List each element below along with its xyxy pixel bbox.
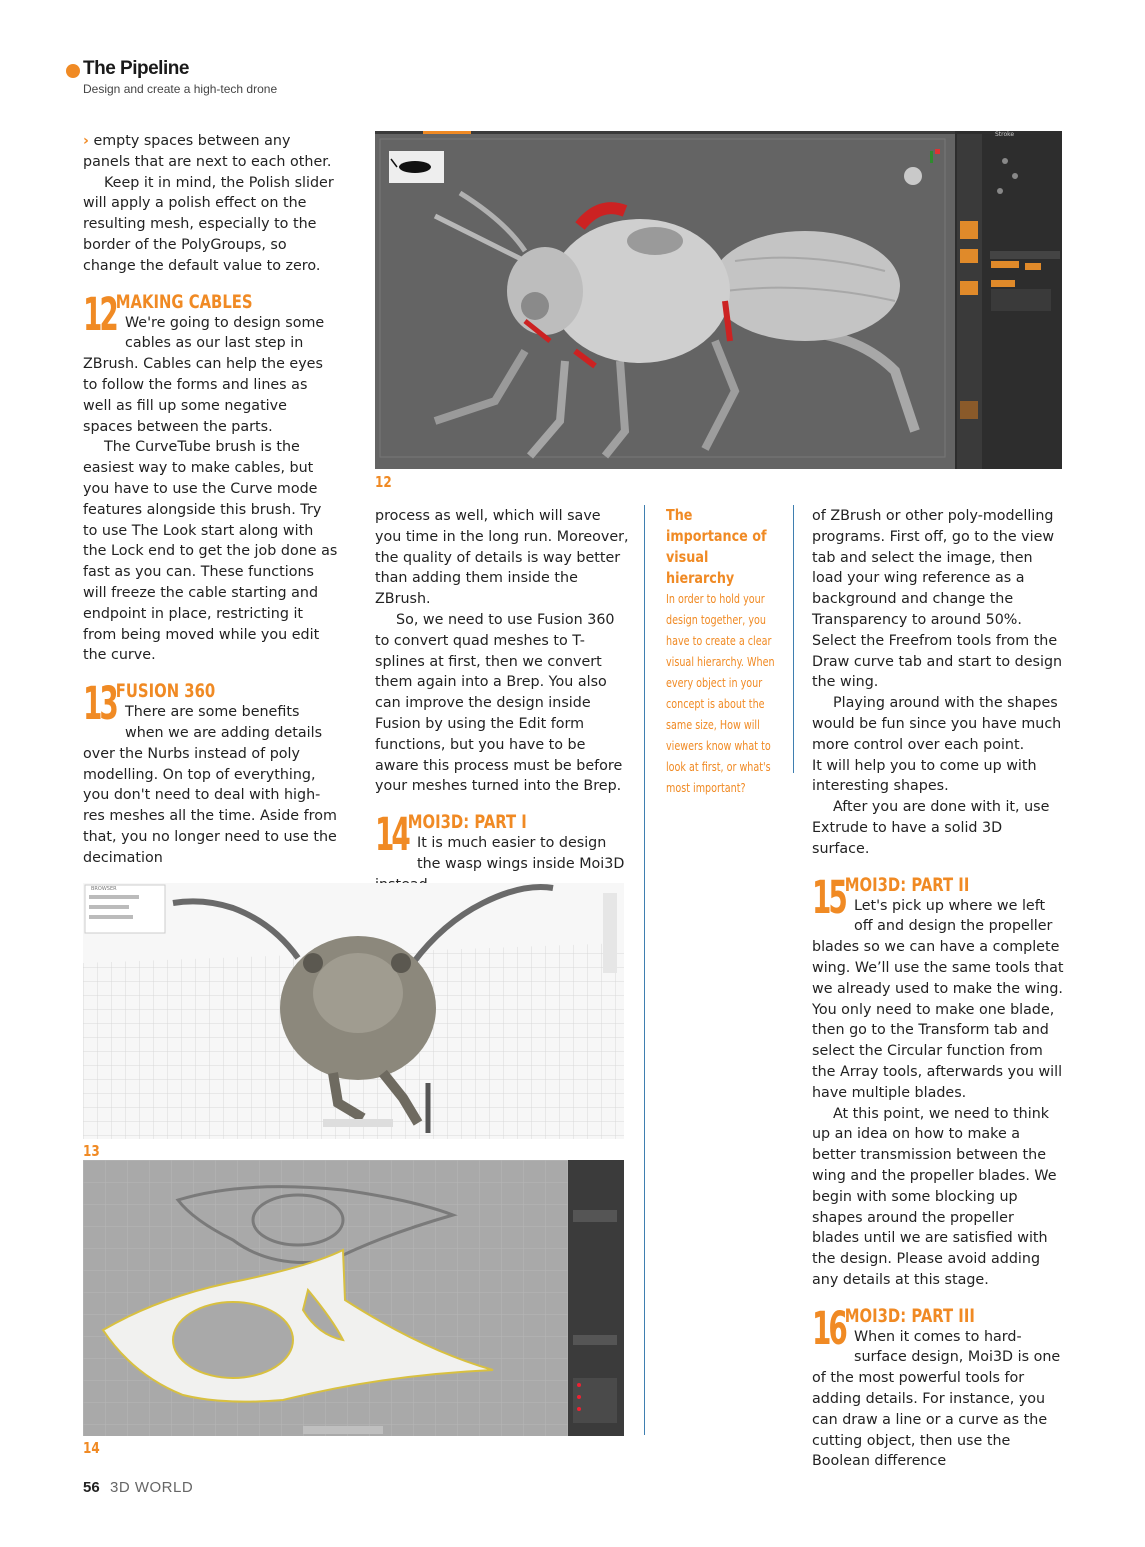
col2-paragraph-2: So, we need to use Fusion 360 to convert quad meshes to T-splines at first, then we convert them again into a Brep. You also can improve the design inside Fusion by using the Edit form functions, but you have to be aware this process must be before your meshes turned into the Brep. — [375, 611, 623, 795]
col3-paragraph-4: After you are done with it, use Extrude to have a solid 3D surface. — [812, 799, 1050, 857]
figure-12-zbrush-screenshot — [375, 131, 1062, 469]
step-title: FUSION 360 — [115, 680, 216, 703]
col3-paragraph-2: Playing around with the shapes would be fun since you have much more control over each point. — [812, 695, 1062, 753]
page-number: 56 — [83, 1479, 100, 1496]
column-3 — [812, 506, 1064, 1472]
figure-13-caption: 13 — [83, 1142, 100, 1160]
figure-14-moi3d-screenshot — [83, 1160, 624, 1436]
step-title: MOI3D: PART III — [844, 1304, 975, 1327]
step-13 — [83, 677, 339, 868]
intro-paragraph: › empty spaces between any panels that are next to each other. — [83, 133, 332, 170]
sidebar-box — [666, 505, 776, 799]
step-body-2: The CurveTube brush is the easiest way to make cables, but you have to use the Curve mode features alongside this brush. Try to use The Look start along with the Lock end to get the job done as fast as you can. These functions will freeze the cable starting and endpoint in place, restricting it from being moved while you edit the curve. — [83, 439, 338, 664]
section-bullet-icon — [66, 64, 80, 78]
step-body: Let's pick up where we left off and design the propeller blades so we can have a complete wing. We’ll use the same tools that we already used to make the wing. You only need to make one blade, then go to the Transform tab and select the Circular function from the Array tools, afterwards you will have multiple blades. — [812, 897, 1064, 1101]
step-body: When it comes to hard-surface design, Moi3D is one of the most powerful tools for adding details. For instance, you can draw a line or a curve as the cutting object, then use the Boolean difference — [812, 1328, 1061, 1470]
step-12 — [83, 287, 339, 667]
section-subtitle: Design and create a high-tech drone — [83, 82, 278, 96]
wasp-head-render-image — [83, 883, 624, 1139]
sidebar-body: In order to hold your design together, you have to create a clear visual hierarchy. When every object in your concept is about the same size, How will viewers know what to look at first, or what's most important? — [666, 592, 775, 795]
step-number: 14 — [375, 808, 408, 862]
intro-paragraph-2: Keep it in mind, the Polish slider will apply a polish effect on the resulting mesh, especially to the border of the PolyGroups, so change the default value to zero. — [83, 174, 334, 274]
step-title: MOI3D: PART I — [407, 811, 527, 834]
continue-arrow-icon: › — [83, 133, 89, 149]
figure-12-caption: 12 — [375, 473, 392, 491]
figure-13-fusion-screenshot — [83, 883, 624, 1139]
sidebar-heading: The importance of visual hierarchy — [666, 506, 767, 587]
step-title: MOI3D: PART II — [844, 873, 970, 896]
step-body-2: At this point, we need to think up an idea on how to make a better transmission between the wing and the propeller blades. We begin with some blocking up shapes around the propeller blades until we are satisfied with the design. Please avoid adding any details at this stage. — [812, 1105, 1057, 1288]
section-title: The Pipeline — [83, 58, 189, 79]
step-body: It is much easier to design the wasp wings inside Moi3D — [417, 835, 625, 872]
col3-paragraph-3: It will help you to come up with interesting shapes. — [812, 757, 1037, 795]
column-rule-left — [644, 505, 645, 1435]
step-title: MAKING CABLES — [115, 290, 253, 313]
fusion-browser-title: BROWSER — [91, 886, 117, 892]
step-number: 12 — [83, 287, 116, 341]
step-16 — [812, 1301, 1064, 1473]
wing-render-image — [83, 1160, 624, 1436]
column-rule-right — [793, 505, 794, 773]
wasp-render-image — [375, 131, 1062, 469]
step-body: We're going to design some cables as our last step in ZBrush. Cables can help the eyes to follow the forms and lines as well as fill up some negative spaces between the parts. — [83, 314, 325, 435]
step-15 — [812, 870, 1064, 1291]
step-number: 15 — [812, 870, 845, 924]
zbrush-panel-title: Stroke — [995, 131, 1015, 138]
step-number: 16 — [812, 1301, 845, 1355]
publication-name: 3D WORLD — [110, 1479, 194, 1496]
column-1 — [83, 131, 339, 869]
col3-paragraph-1: of ZBrush or other poly-modelling programs. First off, go to the view tab and select the image, then load your wing reference as a background and change the Transparency to around 50%. Select the Freefrom tools from the Draw curve tab and start to design the wing. — [812, 508, 1063, 691]
step-body: There are some benefits when we are adding details over the Nurbs instead of poly modelling. On top of everything, you don't need to deal with high-res meshes all the time. Aside from that, you no longer need to use the decimation — [83, 704, 337, 866]
step-number: 13 — [83, 677, 116, 731]
column-2 — [375, 506, 631, 896]
col2-paragraph-1: process as well, which will save you time in the long run. Moreover, the quality of details is way better than adding them inside the ZBrush. — [375, 508, 629, 608]
figure-14-caption: 14 — [83, 1439, 100, 1457]
